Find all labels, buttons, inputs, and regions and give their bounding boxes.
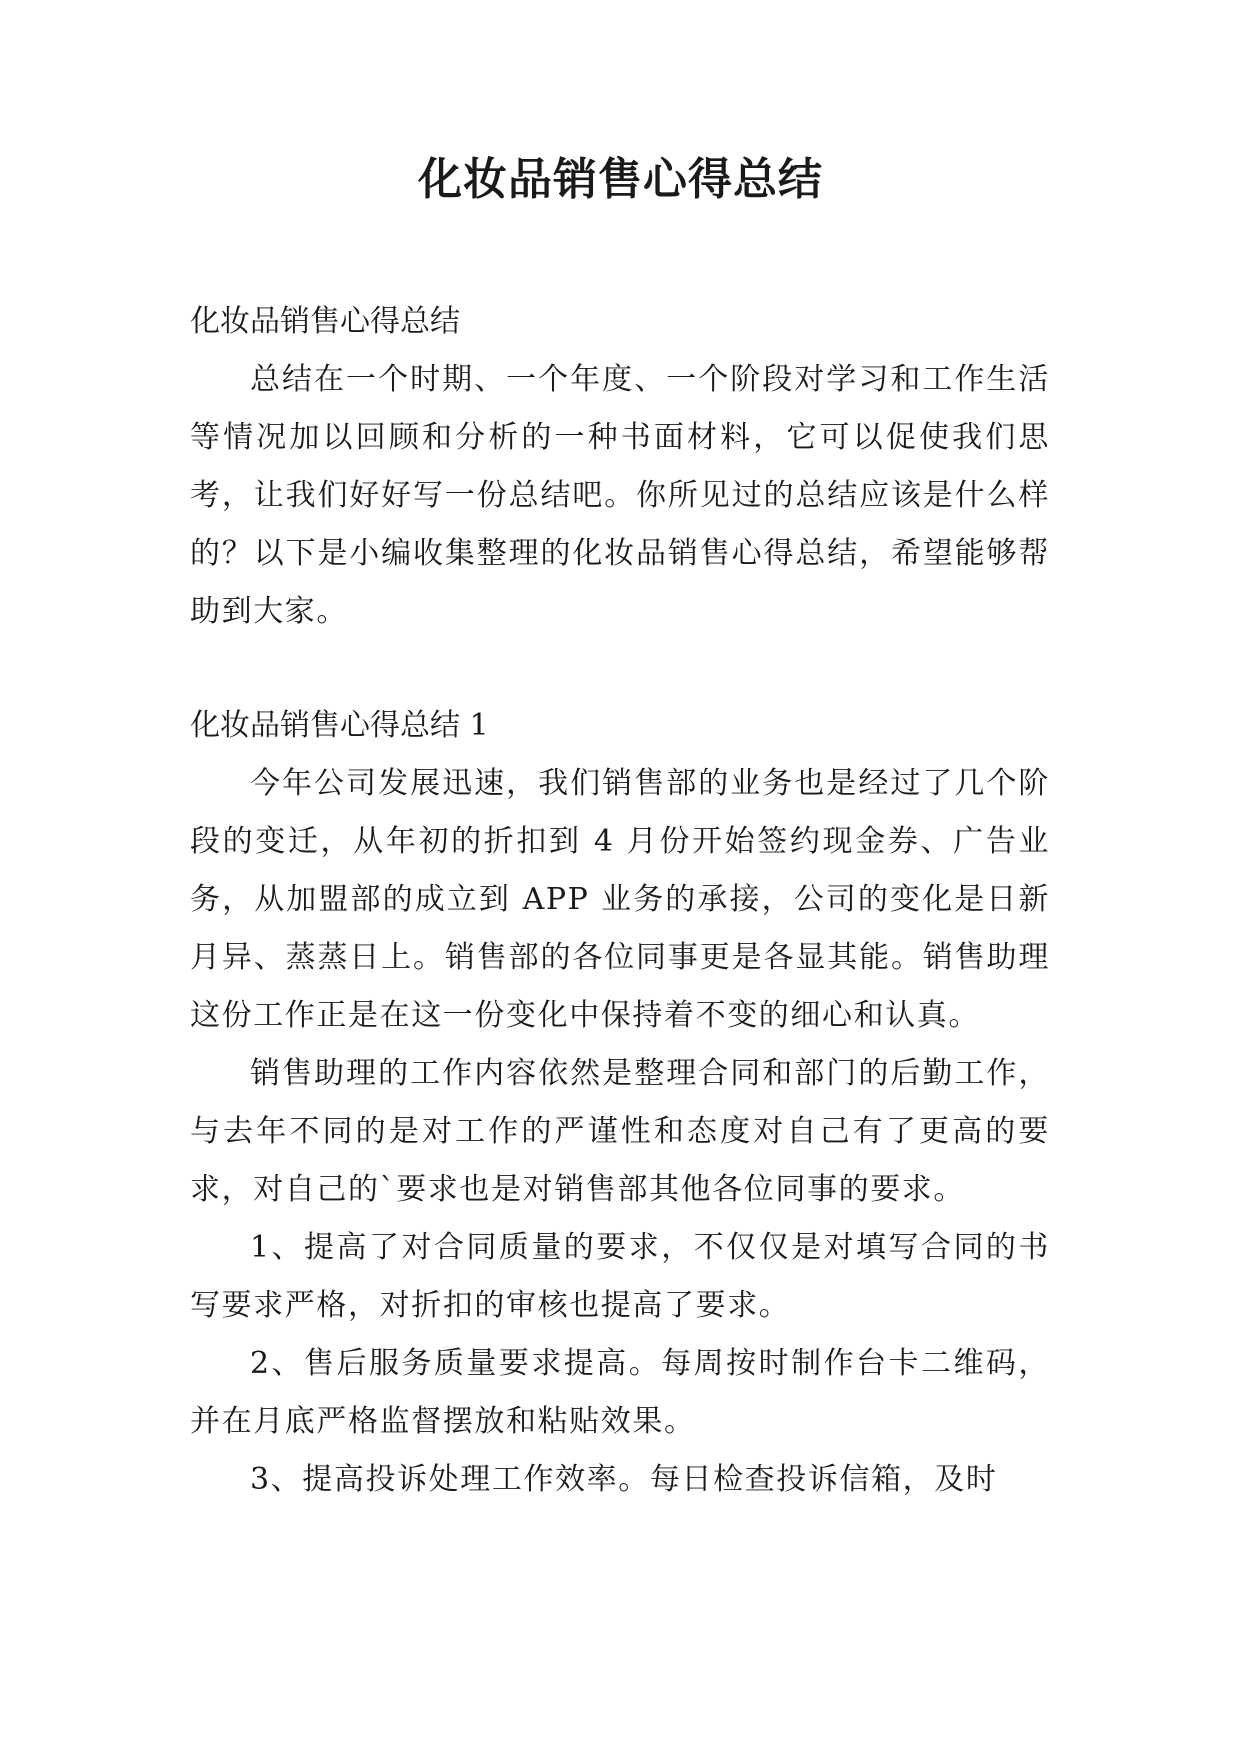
document-title: 化妆品销售心得总结 — [418, 154, 823, 205]
document-body — [190, 293, 1050, 1509]
list-item-3: 3、提高投诉处理工作效率。每日检查投诉信箱，及时 — [250, 1462, 998, 1497]
intro-paragraph: 总结在一个时期、一个年度、一个阶段对学习和工作生活等情况加以回顾和分析的一种书面材料，它可以促使我们思考，让我们好好写一份总结吧。你所见过的总结应该是什么样的？以下是小编收集整理的化妆品销售心得总结，希望能够帮助到大家。 — [190, 362, 1050, 629]
section-heading: 化妆品销售心得总结 1 — [190, 708, 489, 743]
list-item-2: 2、售后服务质量要求提高。每周按时制作台卡二维码，并在月底严格监督摆放和粘贴效果。 — [190, 1346, 1050, 1439]
body-paragraph-2: 销售助理的工作内容依然是整理合同和部门的后勤工作，与去年不同的是对工作的严谨性和态度对自己有了更高的要求，对自己的`要求也是对销售部其他各位同事的要求。 — [190, 1056, 1050, 1207]
intro-heading: 化妆品销售心得总结 — [190, 304, 460, 339]
body-paragraph-1: 今年公司发展迅速，我们销售部的业务也是经过了几个阶段的变迁，从年初的折扣到 4 月份开始签约现金券、广告业务，从加盟部的成立到 APP 业务的承接，公司的变化是日新月异、蒸蒸日上。销售部的各位同事更是各显其能。销售助理这份工作正是在这一份变化中保持着不变的细心和认真。 — [190, 766, 1050, 1033]
section-spacer — [190, 641, 1050, 697]
list-item-1: 1、提高了对合同质量的要求，不仅仅是对填写合同的书写要求严格，对折扣的审核也提高了要求。 — [190, 1230, 1050, 1323]
